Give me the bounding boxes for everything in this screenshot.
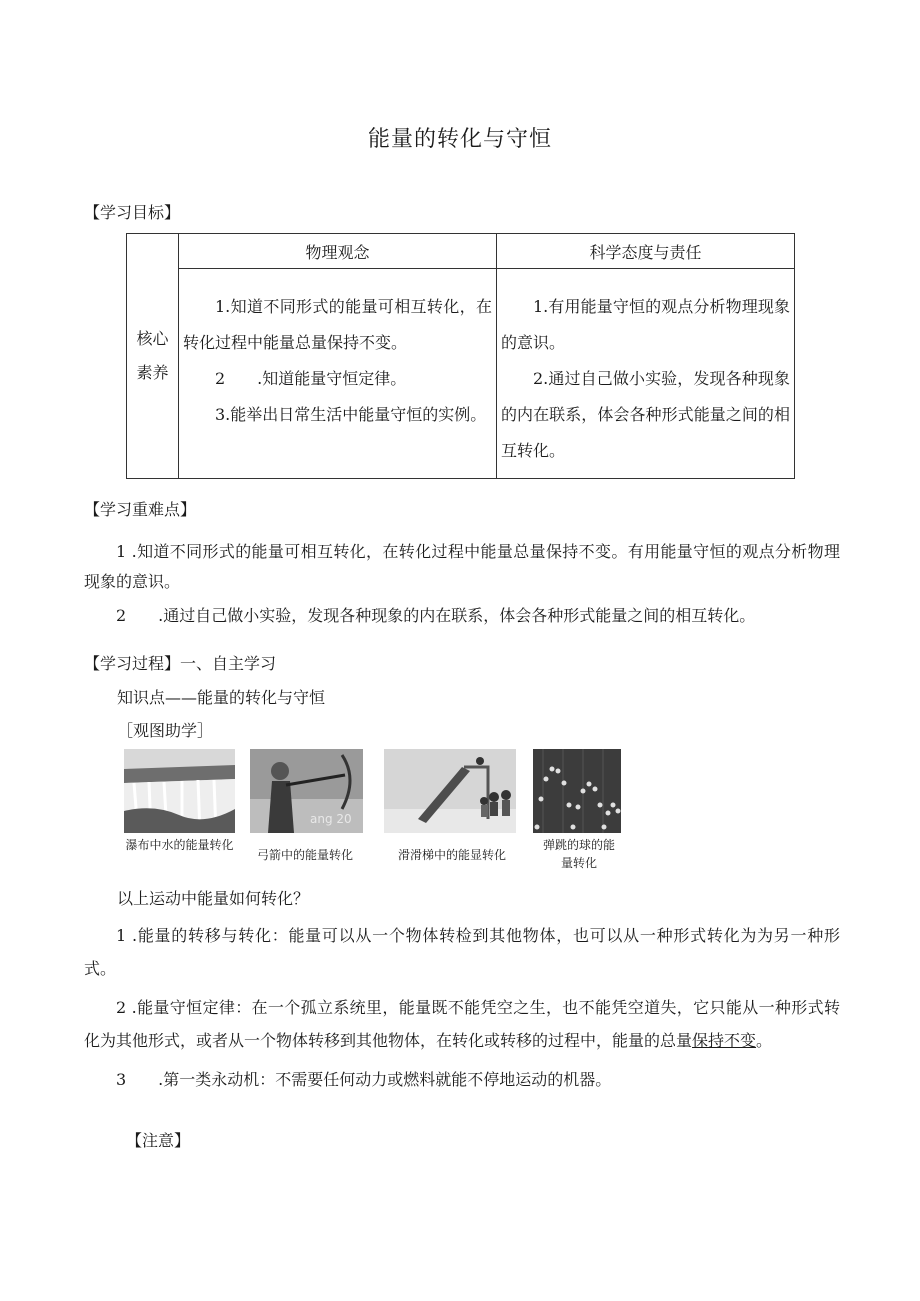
row-label: 核心素养 [136, 329, 169, 382]
row-label-cell [127, 234, 179, 479]
slide-photo [384, 749, 516, 833]
bouncing-ball-photo [533, 749, 621, 833]
section-heading-keypoints: 【学习重难点】 [84, 500, 197, 519]
knowledge-points [84, 919, 840, 1096]
figure-label: ［观图助学］ [117, 721, 214, 740]
goals-table [126, 233, 795, 479]
archer-photo [250, 749, 363, 833]
point-2 [84, 991, 840, 1057]
science-attitude-cell [497, 269, 795, 479]
image-caption: 弹跳的球的能量转化 [542, 838, 615, 870]
col-header-science-attitude: 科学态度与责任 [497, 234, 795, 269]
goal-item: 3.能举出日常生活中能量守恒的实例。 [215, 405, 487, 424]
page-title: 能量的转化与守恒 [367, 127, 552, 152]
point-3: 3 .第一类永动机：不需要任何动力或燃料就能不停地运动的机器。 [116, 1070, 612, 1089]
keypoints-list [84, 537, 840, 631]
knowledge-point: 知识点——能量的转化与守恒 [117, 688, 326, 707]
col-header-physics-concept: 物理观念 [179, 234, 497, 269]
section-heading-goals: 【学习目标】 [84, 203, 181, 222]
point-2-text: 2 .能量守恒定律：在一个孤立系统里，能量既不能凭空之生，也不能凭空道失，它只能从一种形式转化为其他形式，或者从一个物体转移到其他物体，在转化或转移的过程中，能量的总量 [84, 998, 840, 1050]
point-2-underlined: 保持不变 [692, 1031, 757, 1050]
image-caption: 滑滑梯中的能显转化 [397, 848, 506, 862]
svg-text:ang 20: ang 20 [310, 812, 352, 826]
point-1: 1 .能量的转移与转化：能量可以从一个物体转检到其他物体，也可以从一种形式转化为为另一种形式。 [84, 926, 840, 978]
goal-item: 2.通过自己做小实验，发现各种现象的内在联系，体会各种形式能量之间的相互转化。 [501, 369, 790, 460]
point-2-end: 。 [756, 1031, 773, 1050]
image-caption: 瀑布中水的能量转化 [125, 838, 234, 852]
note-heading: 【注意】 [126, 1131, 191, 1150]
section-heading-process: 【学习过程】一、自主学习 [84, 654, 277, 673]
physics-concept-cell [179, 269, 497, 479]
waterfall-photo [124, 749, 235, 833]
goal-item: 2 .知道能量守恒定律。 [215, 369, 407, 388]
goal-item: 1.知道不同形式的能量可相互转化，在转化过程中能量总量保持不变。 [183, 297, 492, 352]
question: 以上运动中能量如何转化？ [117, 889, 310, 908]
keypoint-item: 1 .知道不同形式的能量可相互转化，在转化过程中能量总量保持不变。有用能量守恒的观点分析物理现象的意识。 [84, 542, 840, 591]
keypoint-item: 2 .通过自己做小实验，发现各种现象的内在联系，体会各种形式能量之间的相互转化。 [116, 606, 756, 625]
image-caption: 弓箭中的能量转化 [256, 848, 353, 862]
goal-item: 1.有用能量守恒的观点分析物理现象的意识。 [501, 297, 790, 352]
